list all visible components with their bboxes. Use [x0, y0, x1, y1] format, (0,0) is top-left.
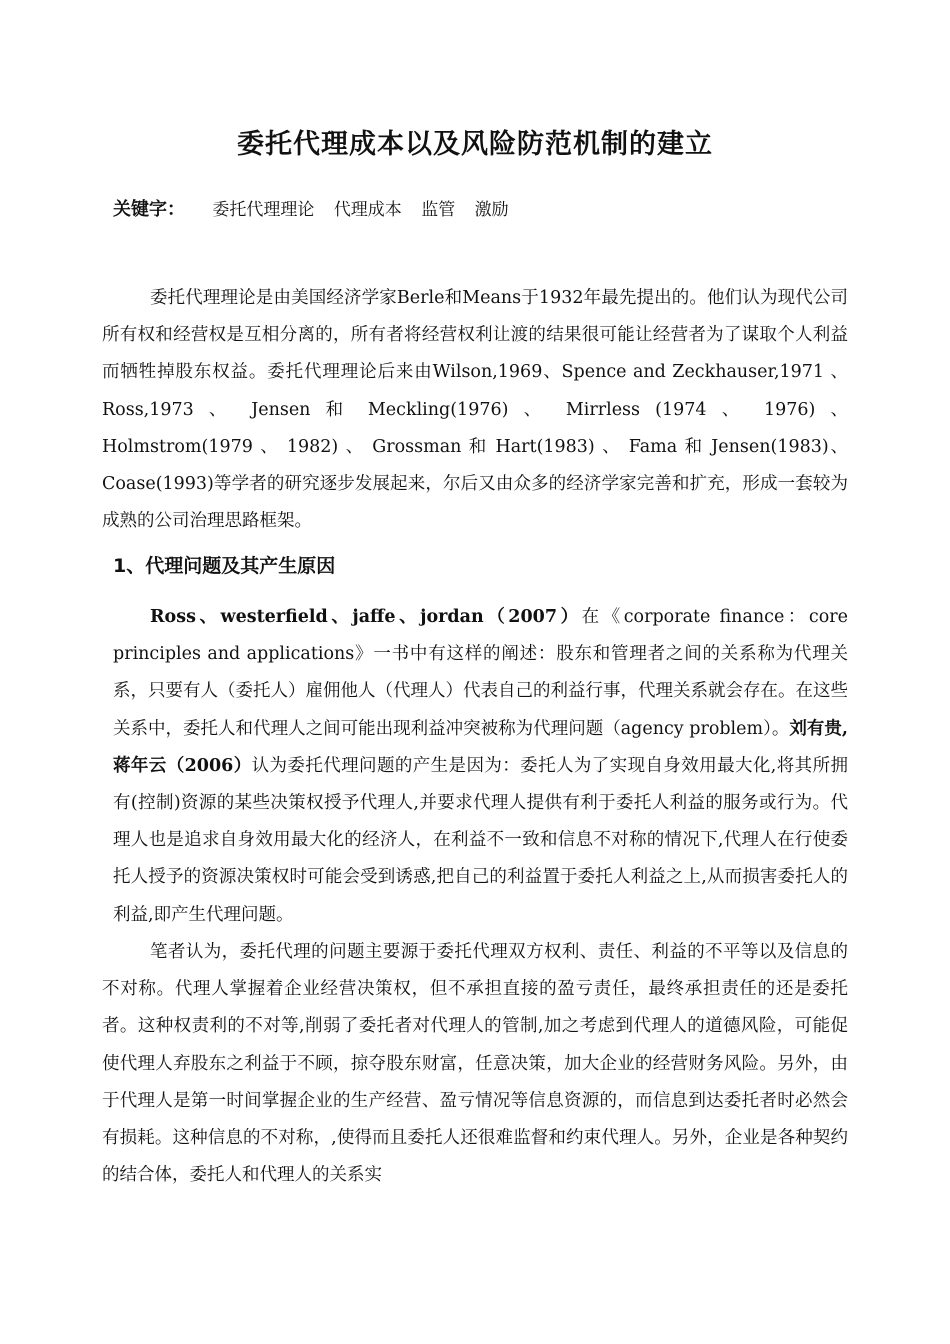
paragraph-text: 认为委托代理问题的产生是因为：委托人为了实现自身效用最大化,将其所拥有(控制)资源的某些决策权授予代理人,并要求代理人提供有利于委托人利益的服务或行为。代理人也是追求自身效用最大化的经济人，在利益不一致和信息不对称的情况下,代理人在行使委托人授予的资源决策权时可能会受到诱惑,把自己的利益置于委托人利益之上,从而损害委托人的利益,即产生代理问题。	[113, 755, 848, 925]
cited-authors: 刘有贵,蒋年云（2006）	[113, 718, 848, 776]
keyword-item: 委托代理理论	[212, 200, 315, 220]
keywords-line	[113, 198, 523, 222]
section-heading: 1、代理问题及其产生原因	[113, 555, 336, 577]
keyword-item: 激励	[474, 200, 509, 220]
cited-authors: Ross、westerfield、jaffe、jordan（2007）	[150, 607, 582, 627]
document-title: 委托代理成本以及风险防范机制的建立	[237, 129, 713, 160]
keyword-item: 代理成本	[333, 200, 402, 220]
paragraph-text: 在《corporate finance：core principles and applications》一书中有这样的阐述：股东和管理者之间的关系称为代理关系，只要有人（委托人）雇佣他人（代理人）代表自己的利益行事，代理关系就会存在。在这些关系中，委托人和代理人之间可能出现利益冲突被称为代理问题（agency problem）。	[113, 607, 848, 739]
keyword-item: 监管	[421, 200, 456, 220]
keywords-label: 关键字：	[113, 199, 185, 220]
section-paragraph-2: 笔者认为，委托代理的问题主要源于委托代理双方权利、责任、利益的不平等以及信息的不对称。代理人掌握着企业经营决策权，但不承担直接的盈亏责任，最终承担责任的还是委托者。这种权责利的不对等,削弱了委托者对代理人的管制,加之考虑到代理人的道德风险，可能促使代理人弃股东之利益于不顾，掠夺股东财富，任意决策，加大企业的经营财务风险。另外，由于代理人是第一时间掌握企业的生产经营、盈亏情况等信息资源的，而信息到达委托者时必然会有损耗。这种信息的不对称，,使得而且委托人还很难监督和约束代理人。另外，企业是各种契约的结合体，委托人和代理人的关系实	[102, 942, 848, 1186]
intro-paragraph: 委托代理理论是由美国经济学家Berle和Means于1932年最先提出的。他们认为现代公司所有权和经营权是互相分离的，所有者将经营权利让渡的结果很可能让经营者为了谋取个人利益而牺牲掉股东权益。委托代理理论后来由Wilson,1969、Spence and Zeckhauser,1971 、 Ross,1973 、 Jensen 和 Meckling(1976) 、 Mirrless (1974 、 1976) 、 Holmstrom(1979 、 1982) 、 Grossman 和 Hart(1983) 、 Fama 和 Jensen(1983)、Coase(1993)等学者的研究逐步发展起来，尔后又由众多的经济学家完善和扩充，形成一套较为成熟的公司治理思路框架。	[102, 288, 848, 532]
section-paragraph-1	[113, 599, 848, 934]
